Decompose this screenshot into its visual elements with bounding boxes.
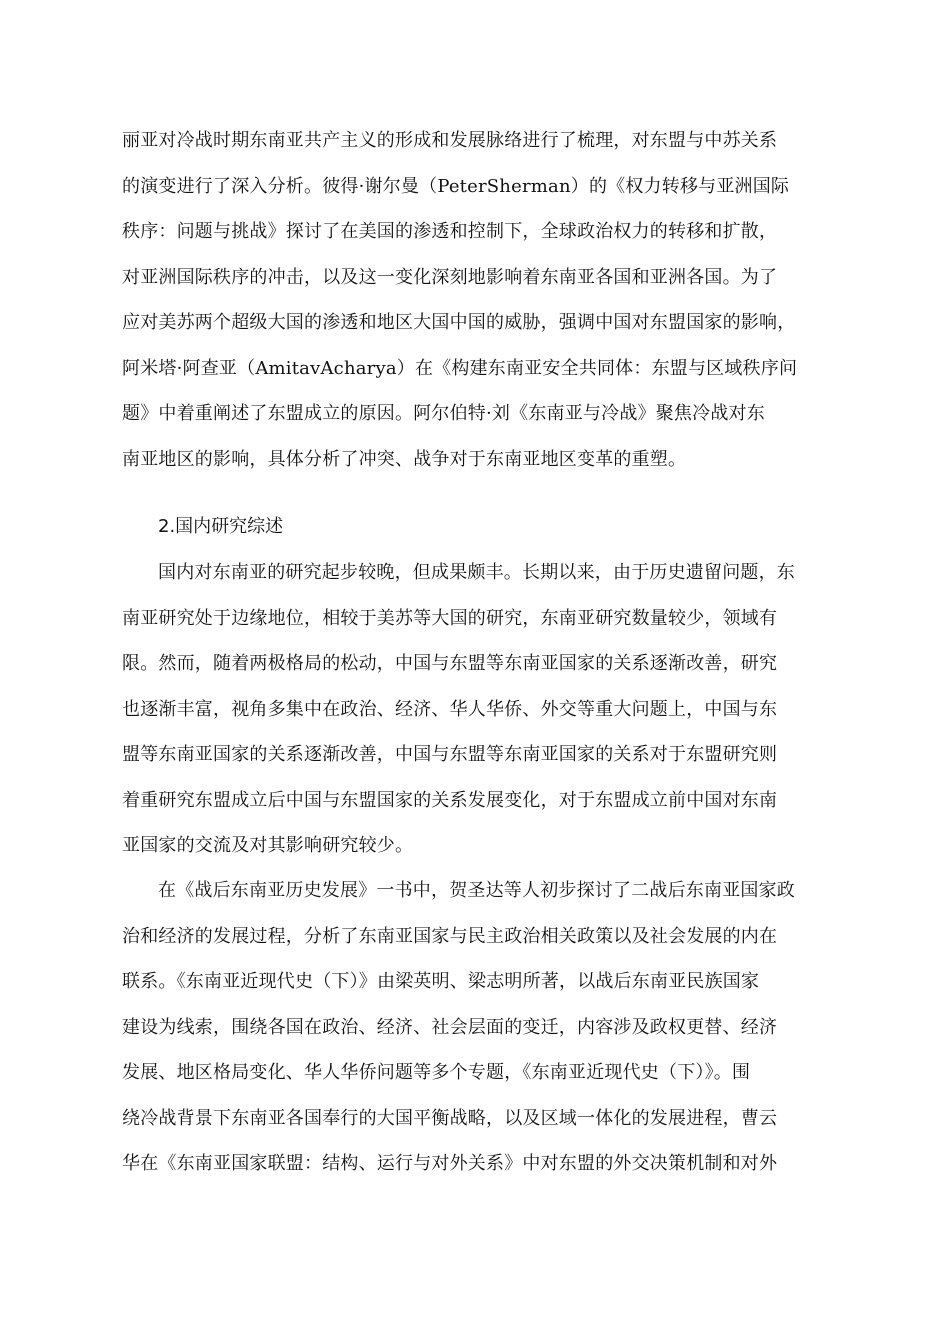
text-line: 在《战后东南亚历史发展》一书中，贺圣达等人初步探讨了二战后东南亚国家政 [158, 880, 795, 901]
paragraph-foreign-research [122, 118, 830, 482]
text-line: 绕冷战背景下东南亚各国奉行的大国平衡战略，以及区域一体化的发展进程，曹云 [122, 1107, 778, 1129]
text-line: 应对美苏两个超级大国的渗透和地区大国中国的威胁，强调中国对东盟国家的影响， [122, 312, 796, 333]
text-line: 也逐渐丰富，视角多集中在政治、经济、华人华侨、外交等重大问题上，中国与东 [122, 698, 778, 720]
text-line: 丽亚对冷战时期东南亚共产主义的形成和发展脉络进行了梳理，对东盟与中苏关系 [122, 130, 778, 151]
text-line: 华在《东南亚国家联盟：结构、运行与对外关系》中对东盟的外交决策机制和对外 [122, 1153, 778, 1174]
text-line: 联系。《东南亚近现代史（下）》由梁英明、梁志明所著，以战后东南亚民族国家 [122, 971, 760, 992]
text-line: 南亚研究处于边缘地位，相较于美苏等大国的研究，东南亚研究数量较少，领域有 [122, 607, 778, 629]
text-line: 建设为线索，围绕各国在政治、经济、社会层面的变迁，内容涉及政权更替、经济 [122, 1016, 778, 1038]
text-line: 盟等东南亚国家的关系逐渐改善，中国与东盟等东南亚国家的关系对于东盟研究则 [122, 744, 778, 765]
text-line: 着重研究东盟成立后中国与东盟国家的关系发展变化，对于东盟成立前中国对东南 [122, 789, 778, 811]
text-line: 亚国家的交流及对其影响研究较少。 [122, 835, 414, 856]
paragraph-domestic-research [122, 550, 830, 869]
text-line: 治和经济的发展过程，分析了东南亚国家与民主政治相关政策以及社会发展的内在 [122, 925, 778, 947]
paragraph-literature-review [122, 868, 830, 1187]
text-line: 的演变进行了深入分析。彼得·谢尔曼（PeterSherman）的《权力转移与亚洲国际 [122, 175, 790, 197]
text-line: 阿米塔·阿查亚（AmitavAcharya）在《构建东南亚安全共同体：东盟与区域秩序问 [122, 357, 798, 379]
text-line: 秩序：问题与挑战》探讨了在美国的渗透和控制下，全球政治权力的转移和扩散， [122, 221, 778, 242]
section-heading: 2.国内研究综述 [158, 516, 284, 537]
text-line: 限。然而，随着两极格局的松动，中国与东盟等东南亚国家的关系逐渐改善，研究 [122, 653, 778, 674]
text-line: 南亚地区的影响，具体分析了冲突、战争对于东南亚地区变革的重塑。 [122, 448, 687, 470]
text-line: 发展、地区格局变化、华人华侨问题等多个专题，《东南亚近现代史（下）》。围 [122, 1062, 751, 1083]
text-line: 国内对东南亚的研究起步较晚，但成果颇丰。长期以来，由于历史遗留问题，东 [158, 562, 795, 583]
text-line: 对亚洲国际秩序的冲击，以及这一变化深刻地影响着东南亚各国和亚洲各国。为了 [122, 266, 778, 288]
text-line: 题》中着重阐述了东盟成立的原因。阿尔伯特·刘《东南亚与冷战》聚焦冷战对东 [122, 403, 765, 424]
